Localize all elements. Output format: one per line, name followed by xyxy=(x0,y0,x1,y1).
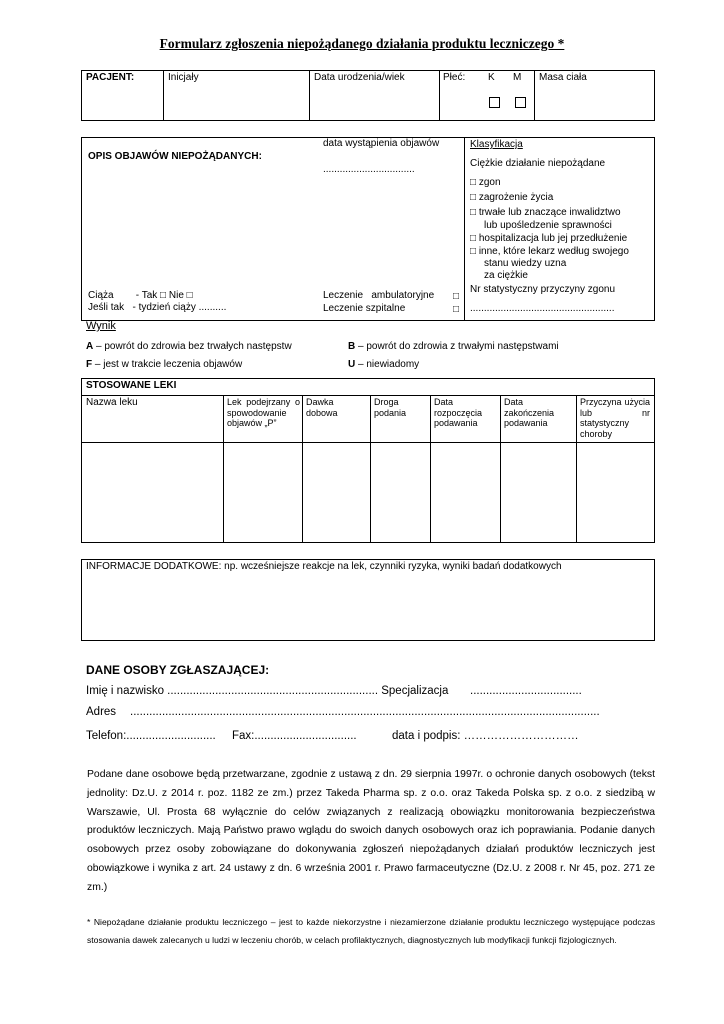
birth-date-field[interactable]: Data urodzenia/wiek xyxy=(314,72,405,83)
option-disability-cont: lub upośledzenie sprawności xyxy=(484,220,612,231)
symptoms-label: OPIS OBJAWÓW NIEPOŻĄDANYCH: xyxy=(88,151,262,162)
ambulatory-checkbox[interactable]: □ xyxy=(453,291,460,302)
option-other-cont1: stanu wiedzy uzna xyxy=(484,258,567,269)
sex-k-checkbox[interactable] xyxy=(489,97,500,108)
outcome-u[interactable] xyxy=(348,359,419,371)
outcome-f-text: – jest w trakcie leczenia objawów xyxy=(92,359,243,370)
drug-name-header: Nazwa leku xyxy=(86,397,138,408)
option-other[interactable]: □ inne, które lekarz według swojego xyxy=(470,246,629,257)
serious-reaction-label: Ciężkie działanie niepożądane xyxy=(470,158,606,169)
sex-label: Płeć: xyxy=(443,72,466,83)
drugs-title: STOSOWANE LEKI xyxy=(86,380,177,391)
outcome-b-text: – powrót do zdrowia z trwałymi następstwami xyxy=(355,341,559,352)
phone-field[interactable]: Telefon:............................ xyxy=(86,730,216,742)
outcome-f-key: F xyxy=(86,359,93,370)
reporter-title: DANE OSOBY ZGŁASZAJĄCEJ: xyxy=(86,663,270,677)
pregnancy-week[interactable]: Jeśli tak - tydzień ciąży .......... xyxy=(88,302,227,313)
outcome-a[interactable] xyxy=(86,341,292,353)
daily-dose-header: Dawka dobowa xyxy=(306,397,338,418)
symptoms-section xyxy=(81,137,655,321)
patient-label: PACJENT: xyxy=(86,72,135,83)
onset-date-label: data wystąpienia objawów xyxy=(323,138,440,149)
outcome-a-key: A xyxy=(86,341,94,352)
onset-date-field[interactable]: ................................. xyxy=(323,164,415,175)
sex-m-checkbox[interactable] xyxy=(515,97,526,108)
option-disability[interactable]: □ trwałe lub znaczące inwalidztwo xyxy=(470,207,621,218)
address-label: Adres xyxy=(86,706,117,718)
outcome-title: Wynik xyxy=(86,320,116,332)
end-date-header: Data zakończenia podawania xyxy=(504,397,555,428)
specialization-field[interactable]: ................................... xyxy=(470,685,582,697)
outcome-b-key: B xyxy=(348,341,356,352)
option-life-threat[interactable]: □ zagrożenie życia xyxy=(470,192,554,203)
suspected-drug-header: Lek podejrzany o spowodowanie objawów „P” xyxy=(227,397,300,428)
outcome-b[interactable] xyxy=(348,341,559,353)
hospital-checkbox[interactable]: □ xyxy=(453,304,460,315)
indication-header: Przyczyna użycia lub nr statystyczny choroby xyxy=(580,397,650,439)
option-other-cont2: za ciężkie xyxy=(484,270,528,281)
pregnancy-question[interactable]: Ciąża - Tak □ Nie □ xyxy=(88,290,193,301)
option-hospitalization[interactable]: □ hospitalizacja lub jej przedłużenie xyxy=(470,233,628,244)
outcome-f[interactable] xyxy=(86,359,242,371)
death-cause-field[interactable]: .................................................... xyxy=(470,303,615,314)
option-death[interactable]: □ zgon xyxy=(470,177,501,188)
privacy-notice: Podane dane osobowe będą przetwarzane, zgodnie z ustawą z dn. 29 sierpnia 1997r. o ochronie danych osobowych (tekst jednolity: Dz.U. z 2014 r. poz. 1182 ze zm.) przez Takeda Pharma sp. z o.o. oraz Takeda Polska sp. z o.o. z siedzibą w Warszawie, Ul. Prosta 68 wyłącznie do celów związanych z realizacją obowiązku monitorowania bezpieczeństwa produktów leczniczych. Mają Państwo prawo wglądu do swoich danych osobowych oraz ich poprawiania. Podanie danych osobowych przez osoby zobowiązane do dokonywania zgłoszeń niepożądanych działań produktów leczniczych jest obowiązkowe i wynika z art. 24 ustawy z dn. 6 września 2001 r. Prawo farmaceutyczne (Dz.U. z 2008 r. Nr 45, poz. 271 ze zm.) xyxy=(87,769,655,893)
outcome-u-text: – niewiadomy xyxy=(355,359,420,370)
outcome-u-key: U xyxy=(348,359,356,370)
classification-title: Klasyfikacja xyxy=(470,139,523,150)
page-title: Formularz zgłoszenia niepożądanego działania produktu leczniczego * xyxy=(159,36,565,51)
footnote: * Niepożądane działanie produktu leczniczego – jest to każde niekorzystne i niezamierzone działanie produktu leczniczego występujące podczas stosowania dawek zalecanych u ludzi w leczeniu chorób, w celach profilaktycznych, diagnostycznych lub modyfikacji funkcji fizjologicznych. xyxy=(87,917,655,945)
additional-info-section[interactable] xyxy=(81,559,655,641)
fax-field[interactable]: Fax:................................ xyxy=(232,730,357,742)
hospital-treatment-label: Leczenie szpitalne xyxy=(323,303,406,314)
initials-field[interactable]: Inicjały xyxy=(168,72,199,83)
ambulatory-treatment-label: Leczenie ambulatoryjne xyxy=(323,290,435,301)
start-date-header: Data rozpoczęcia podawania xyxy=(434,397,483,428)
death-cause-label: Nr statystyczny przyczyny zgonu xyxy=(470,284,616,295)
additional-info-label: INFORMACJE DODATKOWE: np. wcześniejsze reakcje na lek, czynniki ryzyka, wyniki badań dodatkowych xyxy=(86,561,562,572)
patient-section xyxy=(81,70,655,121)
sex-m-label: M xyxy=(513,72,522,83)
outcome-a-text: – powrót do zdrowia bez trwałych następstw xyxy=(93,341,292,352)
date-signature-field[interactable]: data i podpis: ………………………… xyxy=(392,730,579,742)
reporter-name-field[interactable]: Imię i nazwisko .................................................................. Specjalizacja xyxy=(86,685,449,697)
address-field[interactable]: ................................................................................................................................................... xyxy=(130,706,600,718)
drugs-section xyxy=(81,378,655,543)
drug-entry-area[interactable] xyxy=(82,443,654,542)
sex-k-label: K xyxy=(488,72,495,83)
body-mass-field[interactable]: Masa ciała xyxy=(539,72,587,83)
route-header: Droga podania xyxy=(374,397,407,418)
